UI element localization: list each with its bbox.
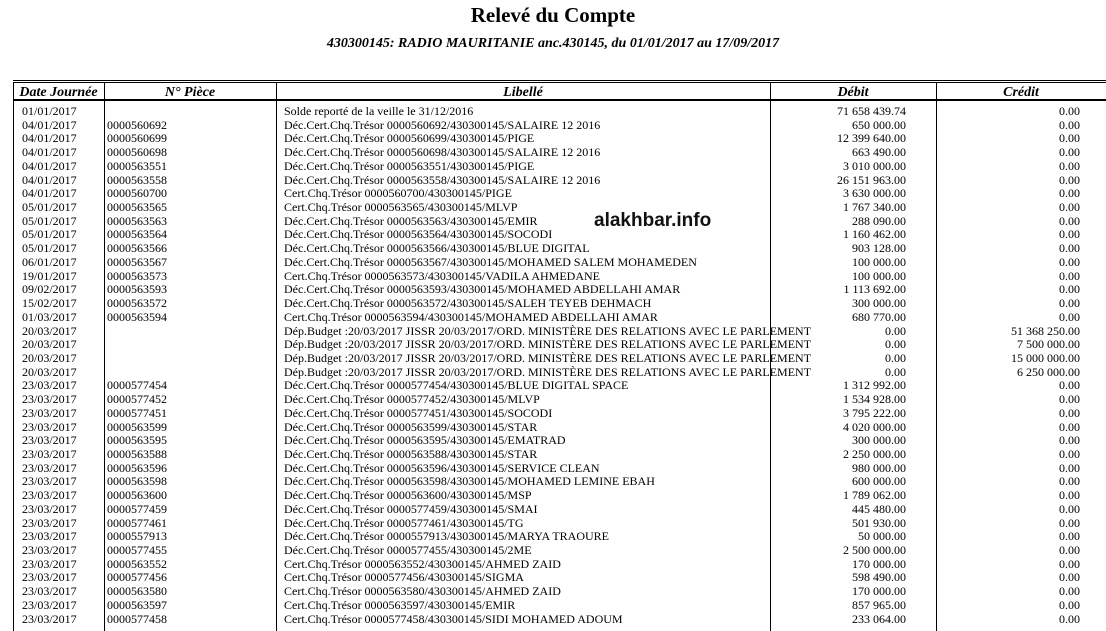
cell-libelle: Déc.Cert.Chq.Trésor 0000577461/430300145/TG (284, 515, 524, 530)
cell-credit: 0.00 (1059, 241, 1080, 256)
table-row (0, 132, 1106, 146)
header-libelle: Libellé (276, 82, 770, 101)
cell-debit: 2 500 000.00 (843, 543, 906, 557)
cell-date: 23/03/2017 (22, 597, 77, 612)
cell-credit: 0.00 (1059, 131, 1080, 146)
table-row (0, 215, 1106, 229)
table-row (0, 434, 1106, 448)
cell-date: 23/03/2017 (22, 488, 77, 503)
cell-debit: 170 000.00 (852, 584, 906, 599)
cell-libelle: Dép.Budget :20/03/2017 JISSR 20/03/2017/ORD. MINISTÈRE DES RELATIONS AVEC LE PARLEMENT (284, 337, 812, 352)
cell-libelle: Déc.Cert.Chq.Trésor 0000577454/430300145/BLUE DIGITAL SPACE (284, 378, 629, 393)
cell-libelle: Déc.Cert.Chq.Trésor 0000563593/430300145/MOHAMED ABDELLAHI AMAR (284, 282, 681, 297)
cell-piece: 0000563564 (107, 227, 167, 242)
cell-debit: 300 000.00 (852, 296, 906, 311)
cell-date: 23/03/2017 (22, 611, 77, 626)
cell-piece: 0000577455 (107, 543, 167, 557)
table-row (0, 228, 1106, 242)
table-row (0, 544, 1106, 558)
cell-piece: 0000563572 (107, 296, 167, 311)
cell-credit: 0.00 (1059, 254, 1080, 269)
cell-debit: 598 490.00 (852, 570, 906, 585)
header-debit: Débit (770, 82, 936, 101)
cell-credit: 0.00 (1059, 378, 1080, 393)
cell-date: 23/03/2017 (22, 433, 77, 448)
header-piece: N° Pièce (104, 82, 276, 101)
cell-piece: 0000577458 (107, 611, 167, 626)
table-row (0, 571, 1106, 585)
cell-debit: 600 000.00 (852, 474, 906, 489)
cell-libelle: Déc.Cert.Chq.Trésor 0000560698/430300145/SALAIRE 12 2016 (284, 145, 601, 160)
cell-piece: 0000577452 (107, 392, 167, 407)
cell-debit: 1 113 692.00 (843, 282, 906, 297)
table-row (0, 256, 1106, 270)
cell-credit: 0.00 (1059, 172, 1080, 187)
cell-credit: 6 250 000.00 (1017, 364, 1080, 379)
cell-debit: 50 000.00 (858, 529, 906, 544)
table-row (0, 297, 1106, 311)
cell-libelle: Déc.Cert.Chq.Trésor 0000563598/430300145/MOHAMED LEMINE EBAH (284, 474, 655, 489)
cell-piece: 0000563599 (107, 419, 167, 434)
cell-credit: 51 368 250.00 (1011, 323, 1080, 338)
header-credit: Crédit (936, 82, 1106, 101)
cell-date: 20/03/2017 (22, 350, 77, 365)
cell-date: 23/03/2017 (22, 501, 77, 516)
cell-date: 23/03/2017 (22, 405, 77, 420)
cell-date: 04/01/2017 (22, 186, 77, 201)
cell-debit: 2 250 000.00 (843, 446, 906, 461)
cell-date: 15/02/2017 (22, 296, 77, 311)
cell-credit: 0.00 (1059, 488, 1080, 503)
cell-debit: 170 000.00 (852, 556, 906, 571)
cell-credit: 0.00 (1059, 117, 1080, 132)
cell-date: 04/01/2017 (22, 158, 77, 173)
cell-debit: 26 151 963.00 (837, 172, 906, 187)
table-row (0, 462, 1106, 476)
cell-date: 04/01/2017 (22, 172, 77, 187)
cell-date: 05/01/2017 (22, 200, 77, 215)
cell-libelle: Déc.Cert.Chq.Trésor 0000563596/430300145/SERVICE CLEAN (284, 460, 600, 475)
cell-libelle: Déc.Cert.Chq.Trésor 0000563563/430300145/EMIR (284, 213, 538, 228)
table-row (0, 421, 1106, 435)
table-row (0, 489, 1106, 503)
cell-debit: 0.00 (885, 350, 906, 365)
cell-piece: 0000577459 (107, 501, 167, 516)
cell-date: 23/03/2017 (22, 419, 77, 434)
cell-debit: 4 020 000.00 (843, 419, 906, 434)
table-row (0, 283, 1106, 297)
watermark-logo: alakhbar.info (594, 210, 712, 231)
cell-debit: 100 000.00 (852, 254, 906, 269)
cell-piece: 0000563566 (107, 241, 167, 256)
cell-piece: 0000563573 (107, 268, 167, 283)
cell-credit: 0.00 (1059, 597, 1080, 612)
cell-credit: 0.00 (1059, 104, 1080, 118)
cell-date: 23/03/2017 (22, 378, 77, 393)
table-row (0, 407, 1106, 421)
cell-debit: 980 000.00 (852, 460, 906, 475)
cell-piece: 0000577461 (107, 515, 167, 530)
cell-libelle: Cert.Chq.Trésor 0000563552/430300145/AHMED ZAID (284, 556, 561, 571)
cell-libelle: Déc.Cert.Chq.Trésor 0000563564/430300145/SOCODI (284, 227, 553, 242)
cell-debit: 1 534 928.00 (843, 392, 906, 407)
page-subtitle: 430300145: RADIO MAURITANIE anc.430145, du 01/01/2017 au 17/09/2017 (326, 36, 780, 51)
table-row (0, 558, 1106, 572)
table-row (0, 174, 1106, 188)
cell-piece: 0000563600 (107, 488, 167, 503)
cell-piece: 0000577456 (107, 570, 167, 585)
cell-date: 04/01/2017 (22, 145, 77, 160)
cell-date: 23/03/2017 (22, 515, 77, 530)
cell-libelle: Déc.Cert.Chq.Trésor 0000563595/430300145/EMATRAD (284, 433, 566, 448)
cell-date: 04/01/2017 (22, 131, 77, 146)
cell-piece: 0000563593 (107, 282, 167, 297)
cell-libelle: Déc.Cert.Chq.Trésor 0000563566/430300145/BLUE DIGITAL (284, 241, 590, 256)
cell-piece: 0000563597 (107, 597, 167, 612)
cell-libelle: Déc.Cert.Chq.Trésor 0000557913/430300145/MARYA TRAOURE (284, 529, 610, 544)
cell-libelle: Cert.Chq.Trésor 0000563565/430300145/MLVP (284, 200, 518, 215)
cell-piece: 0000563552 (107, 556, 167, 571)
cell-libelle: Cert.Chq.Trésor 0000577456/430300145/SIGMA (284, 570, 524, 585)
cell-libelle: Déc.Cert.Chq.Trésor 0000563588/430300145/STAR (284, 446, 538, 461)
cell-credit: 0.00 (1059, 570, 1080, 585)
cell-piece: 0000563594 (107, 309, 167, 324)
cell-debit: 1 160 462.00 (843, 227, 906, 242)
cell-libelle: Déc.Cert.Chq.Trésor 0000563558/430300145/SALAIRE 12 2016 (284, 172, 601, 187)
cell-credit: 0.00 (1059, 419, 1080, 434)
cell-date: 01/03/2017 (22, 309, 77, 324)
table-row (0, 201, 1106, 215)
cell-debit: 501 930.00 (852, 515, 906, 530)
cell-date: 23/03/2017 (22, 584, 77, 599)
cell-debit: 71 658 439.74 (837, 104, 906, 118)
cell-credit: 0.00 (1059, 501, 1080, 516)
cell-credit: 0.00 (1059, 556, 1080, 571)
cell-credit: 0.00 (1059, 200, 1080, 215)
cell-date: 23/03/2017 (22, 392, 77, 407)
cell-libelle: Cert.Chq.Trésor 0000563597/430300145/EMIR (284, 597, 516, 612)
cell-credit: 0.00 (1059, 268, 1080, 283)
cell-libelle: Déc.Cert.Chq.Trésor 0000563572/430300145/SALEH TEYEB DEHMACH (284, 296, 652, 311)
cell-libelle: Déc.Cert.Chq.Trésor 0000577451/430300145/SOCODI (284, 405, 553, 420)
cell-date: 01/01/2017 (22, 104, 77, 118)
cell-libelle: Déc.Cert.Chq.Trésor 0000560699/430300145/PIGE (284, 131, 535, 146)
cell-credit: 0.00 (1059, 296, 1080, 311)
table-row (0, 160, 1106, 174)
cell-debit: 300 000.00 (852, 433, 906, 448)
cell-debit: 1 767 340.00 (843, 200, 906, 215)
table-row (0, 517, 1106, 531)
cell-debit: 12 399 640.00 (837, 131, 906, 146)
cell-debit: 288 090.00 (852, 213, 906, 228)
table-row (0, 119, 1106, 133)
cell-debit: 0.00 (885, 323, 906, 338)
cell-debit: 3 630 000.00 (843, 186, 906, 201)
table-row (0, 585, 1106, 599)
table-row (0, 242, 1106, 256)
cell-credit: 7 500 000.00 (1017, 337, 1080, 352)
cell-debit: 0.00 (885, 337, 906, 352)
table-row (0, 187, 1106, 201)
table-row (0, 503, 1106, 517)
cell-credit: 0.00 (1059, 584, 1080, 599)
cell-date: 05/01/2017 (22, 227, 77, 242)
cell-piece: 0000563596 (107, 460, 167, 475)
cell-libelle: Cert.Chq.Trésor 0000563573/430300145/VADILA AHMEDANE (284, 268, 601, 283)
cell-debit: 650 000.00 (852, 117, 906, 132)
header-date: Date Journée (13, 82, 104, 101)
table-row (0, 352, 1106, 366)
cell-libelle: Déc.Cert.Chq.Trésor 0000577452/430300145/MLVP (284, 392, 540, 407)
cell-piece: 0000560699 (107, 131, 167, 146)
cell-libelle: Cert.Chq.Trésor 0000563594/430300145/MOHAMED ABDELLAHI AMAR (284, 309, 658, 324)
cell-credit: 15 000 000.00 (1011, 350, 1080, 365)
cell-credit: 0.00 (1059, 433, 1080, 448)
table-row (0, 105, 1106, 119)
cell-libelle: Déc.Cert.Chq.Trésor 0000577455/430300145/2ME (284, 543, 532, 557)
cell-libelle: Cert.Chq.Trésor 0000560700/430300145/PIGE (284, 186, 512, 201)
cell-credit: 0.00 (1059, 227, 1080, 242)
table-row (0, 366, 1106, 380)
cell-libelle: Déc.Cert.Chq.Trésor 0000563599/430300145/STAR (284, 419, 538, 434)
cell-piece: 0000577451 (107, 405, 167, 420)
cell-piece: 0000563580 (107, 584, 167, 599)
cell-date: 23/03/2017 (22, 556, 77, 571)
cell-piece: 0000563558 (107, 172, 167, 187)
cell-libelle: Déc.Cert.Chq.Trésor 0000563600/430300145/MSP (284, 488, 532, 503)
cell-credit: 0.00 (1059, 186, 1080, 201)
cell-debit: 663 490.00 (852, 145, 906, 160)
table-row (0, 146, 1106, 160)
cell-debit: 857 965.00 (852, 597, 906, 612)
cell-debit: 0.00 (885, 364, 906, 379)
cell-credit: 0.00 (1059, 529, 1080, 544)
cell-credit: 0.00 (1059, 158, 1080, 173)
cell-credit: 0.00 (1059, 213, 1080, 228)
table-row (0, 393, 1106, 407)
cell-piece: 0000560700 (107, 186, 167, 201)
cell-debit: 1 789 062.00 (843, 488, 906, 503)
cell-credit: 0.00 (1059, 392, 1080, 407)
cell-date: 23/03/2017 (22, 529, 77, 544)
cell-piece: 0000560698 (107, 145, 167, 160)
cell-debit: 680 770.00 (852, 309, 906, 324)
cell-piece: 0000563565 (107, 200, 167, 215)
cell-credit: 0.00 (1059, 309, 1080, 324)
table-top-rule (13, 80, 1106, 81)
cell-credit: 0.00 (1059, 515, 1080, 530)
cell-credit: 0.00 (1059, 611, 1080, 626)
cell-piece: 0000563551 (107, 158, 167, 173)
cell-debit: 445 480.00 (852, 501, 906, 516)
cell-credit: 0.00 (1059, 460, 1080, 475)
table-row (0, 270, 1106, 284)
table-row (0, 338, 1106, 352)
table-row (0, 379, 1106, 393)
table-row (0, 530, 1106, 544)
cell-credit: 0.00 (1059, 405, 1080, 420)
cell-credit: 0.00 (1059, 282, 1080, 297)
cell-libelle: Déc.Cert.Chq.Trésor 0000563567/430300145/MOHAMED SALEM MOHAMEDEN (284, 254, 697, 269)
cell-date: 19/01/2017 (22, 268, 77, 283)
cell-credit: 0.00 (1059, 543, 1080, 557)
cell-date: 05/01/2017 (22, 213, 77, 228)
cell-credit: 0.00 (1059, 145, 1080, 160)
cell-piece: 0000563588 (107, 446, 167, 461)
cell-piece: 0000557913 (107, 529, 167, 544)
cell-libelle: Déc.Cert.Chq.Trésor 0000560692/430300145/SALAIRE 12 2016 (284, 117, 601, 132)
table-row (0, 448, 1106, 462)
cell-date: 23/03/2017 (22, 460, 77, 475)
cell-libelle: Dép.Budget :20/03/2017 JISSR 20/03/2017/ORD. MINISTÈRE DES RELATIONS AVEC LE PARLEMENT (284, 364, 812, 379)
cell-piece: 0000563563 (107, 213, 167, 228)
cell-libelle: Déc.Cert.Chq.Trésor 0000577459/430300145/SMAI (284, 501, 538, 516)
cell-credit: 0.00 (1059, 474, 1080, 489)
cell-piece: 0000560692 (107, 117, 167, 132)
cell-libelle: Dép.Budget :20/03/2017 JISSR 20/03/2017/ORD. MINISTÈRE DES RELATIONS AVEC LE PARLEMENT (284, 323, 812, 338)
cell-date: 20/03/2017 (22, 323, 77, 338)
cell-date: 20/03/2017 (22, 337, 77, 352)
cell-libelle: Dép.Budget :20/03/2017 JISSR 20/03/2017/ORD. MINISTÈRE DES RELATIONS AVEC LE PARLEMENT (284, 350, 812, 365)
cell-piece: 0000563595 (107, 433, 167, 448)
cell-piece: 0000563567 (107, 254, 167, 269)
cell-libelle: Déc.Cert.Chq.Trésor 0000563551/430300145/PIGE (284, 158, 535, 173)
cell-date: 06/01/2017 (22, 254, 77, 269)
cell-debit: 903 128.00 (852, 241, 906, 256)
cell-date: 23/03/2017 (22, 474, 77, 489)
cell-debit: 100 000.00 (852, 268, 906, 283)
cell-date: 23/03/2017 (22, 543, 77, 557)
cell-debit: 3 010 000.00 (843, 158, 906, 173)
cell-date: 23/03/2017 (22, 570, 77, 585)
cell-libelle: Cert.Chq.Trésor 0000563580/430300145/AHMED ZAID (284, 584, 561, 599)
cell-date: 23/03/2017 (22, 446, 77, 461)
table-row (0, 613, 1106, 627)
cell-piece: 0000577454 (107, 378, 167, 393)
cell-date: 09/02/2017 (22, 282, 77, 297)
cell-date: 05/01/2017 (22, 241, 77, 256)
cell-debit: 233 064.00 (852, 611, 906, 626)
cell-debit: 3 795 222.00 (843, 405, 906, 420)
table-body (0, 105, 1106, 626)
cell-credit: 0.00 (1059, 446, 1080, 461)
cell-piece: 0000563598 (107, 474, 167, 489)
table-row (0, 311, 1106, 325)
cell-libelle: Cert.Chq.Trésor 0000577458/430300145/SIDI MOHAMED ADOUM (284, 611, 623, 626)
cell-libelle: Solde reporté de la veille le 31/12/2016 (284, 104, 474, 118)
table-row (0, 599, 1106, 613)
table-row (0, 475, 1106, 489)
table-row (0, 325, 1106, 339)
page-title: Relevé du Compte (470, 3, 636, 27)
cell-debit: 1 312 992.00 (843, 378, 906, 393)
cell-date: 20/03/2017 (22, 364, 77, 379)
cell-date: 04/01/2017 (22, 117, 77, 132)
